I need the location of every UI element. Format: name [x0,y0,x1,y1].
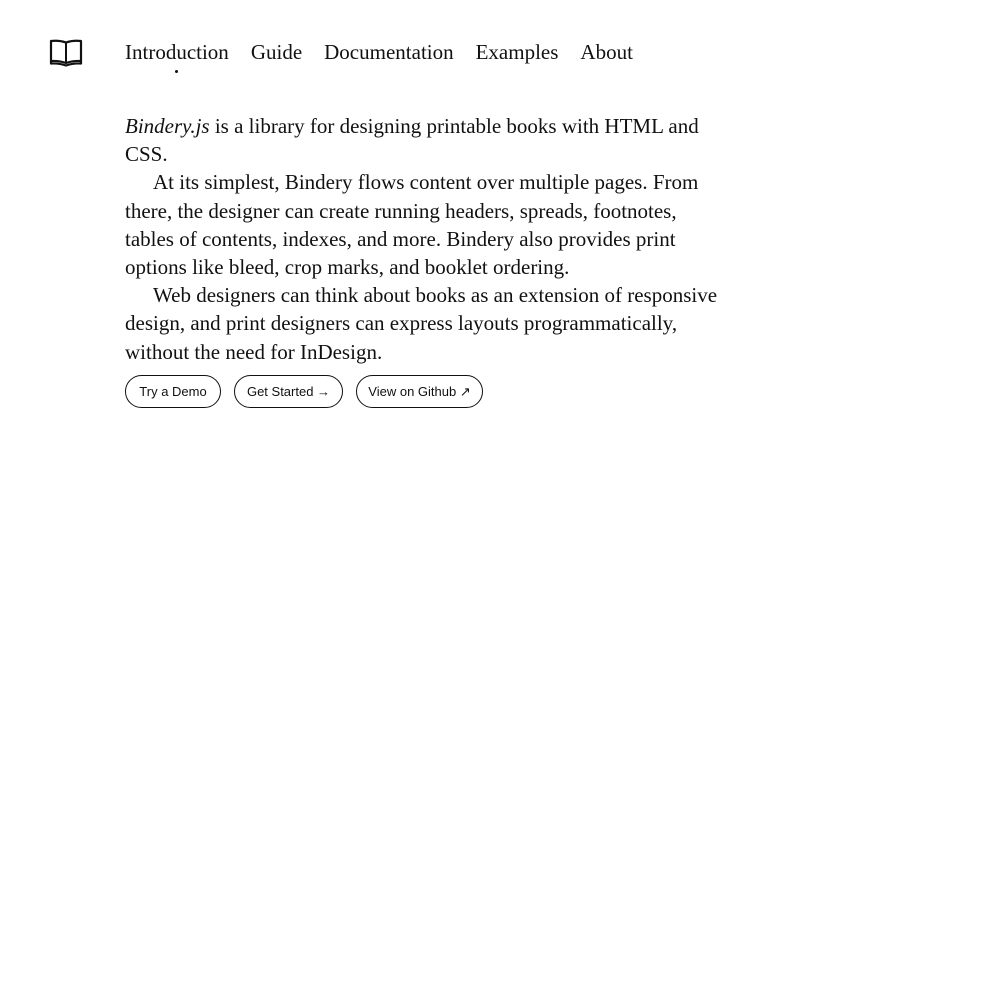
cta-buttons [125,375,483,408]
logo-link[interactable] [49,37,83,67]
nav-link-examples[interactable] [476,38,559,66]
try-demo-button[interactable]: Try a Demo [125,375,221,408]
active-indicator-dot [175,70,178,73]
nav-label: Introduction [125,40,229,64]
intro-text [125,112,725,366]
open-book-icon [49,37,83,67]
intro-paragraph-features: At its simplest, Bindery flows content over multiple pages. From there, the designer can create running headers, spreads, footnotes, tables of contents, indexes, and more. Bindery also provides print options like bleed, crop marks, and booklet ordering. [125,170,699,280]
view-on-github-button[interactable]: View on Github ↗ [356,375,483,408]
main-nav [125,38,655,66]
nav-link-introduction[interactable] [125,38,229,66]
intro-paragraph-audience: Web designers can think about books as an extension of responsive design, and print designers can express layouts programmatically, without the need for InDesign. [125,283,718,364]
intro-lead-paragraph [125,112,725,168]
nav-link-documentation[interactable] [324,38,453,66]
nav-link-guide[interactable] [251,38,302,66]
get-started-button[interactable]: Get Started → [234,375,343,408]
nav-label: Documentation [324,40,454,64]
nav-link-about[interactable] [580,38,633,66]
nav-label: Examples [475,40,559,64]
lead-text: is a library for designing printable books with HTML and CSS. [125,114,699,167]
nav-label: Guide [250,40,303,64]
brand-name: Bindery.js [125,114,210,138]
nav-label: About [580,40,633,64]
